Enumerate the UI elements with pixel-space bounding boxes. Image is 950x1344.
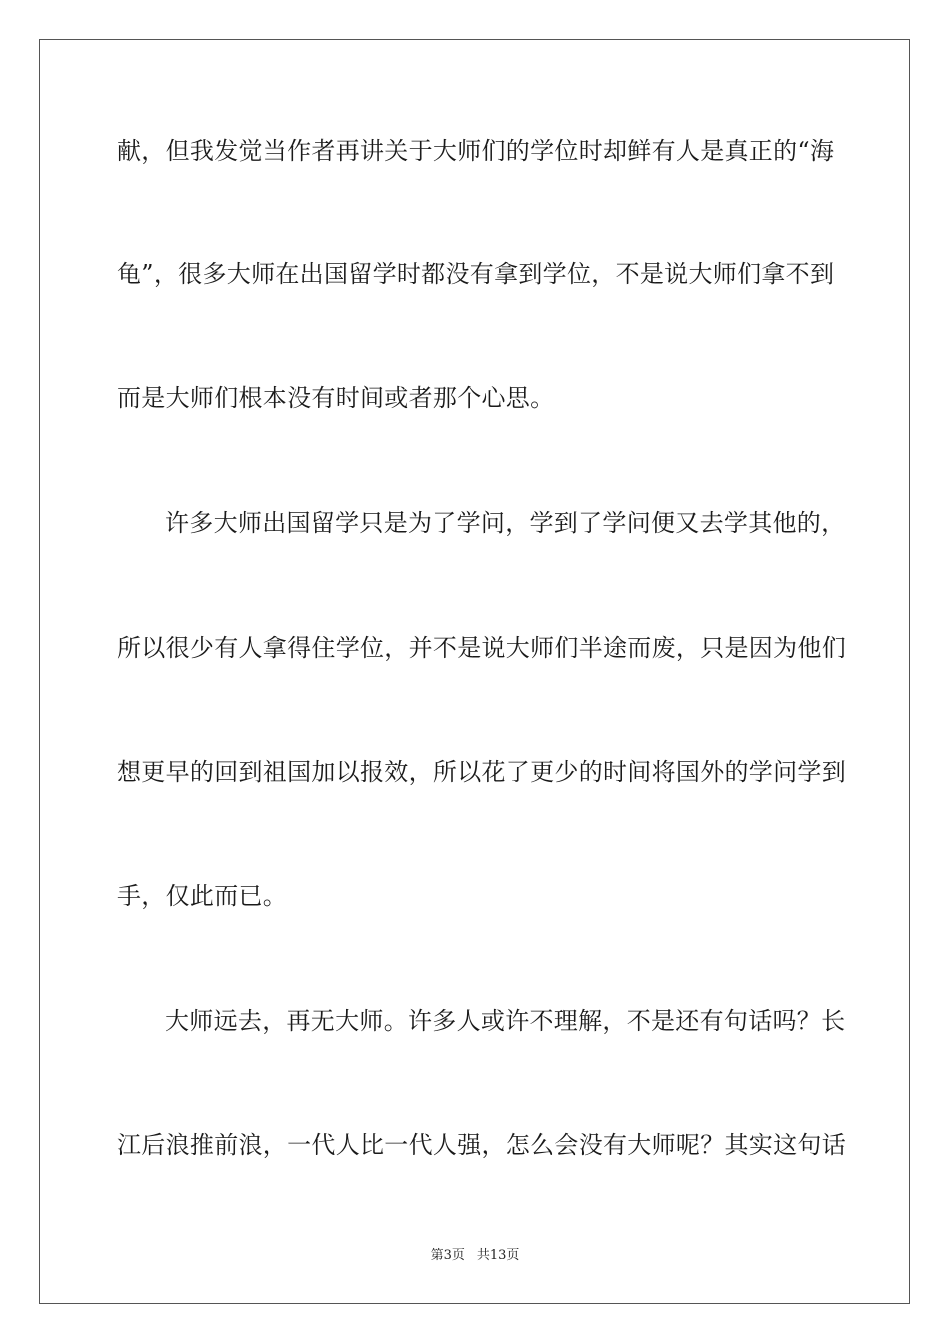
- page-total: 共13页: [476, 1248, 520, 1263]
- page-border: [39, 39, 910, 1304]
- paragraph-line-5: 所以很少有人拿得住学位，并不是说大师们半途而废，只是因为他们: [117, 634, 846, 662]
- paragraph-line-4: 许多大师出国留学只是为了学问，学到了学问便又去学其他的，: [165, 509, 846, 537]
- paragraph-line-3: 而是大师们根本没有时间或者那个心思。: [117, 384, 555, 412]
- paragraph-line-8: 大师远去，再无大师。许多人或许不理解，不是还有句话吗？长: [165, 1007, 846, 1035]
- page-footer: [0, 1247, 950, 1265]
- paragraph-line-7: 手，仅此而已。: [117, 882, 288, 910]
- page-number: 第3页: [430, 1248, 465, 1263]
- paragraph-line-1: 献，但我发觉当作者再讲关于大师们的学位时却鲜有人是真正的“海: [117, 137, 835, 165]
- paragraph-line-9: 江后浪推前浪，一代人比一代人强，怎么会没有大师呢？其实这句话: [117, 1131, 846, 1159]
- paragraph-line-6: 想更早的回到祖国加以报效，所以花了更少的时间将国外的学问学到: [117, 758, 846, 786]
- paragraph-line-2: 龟”，很多大师在出国留学时都没有拿到学位，不是说大师们拿不到: [117, 260, 835, 288]
